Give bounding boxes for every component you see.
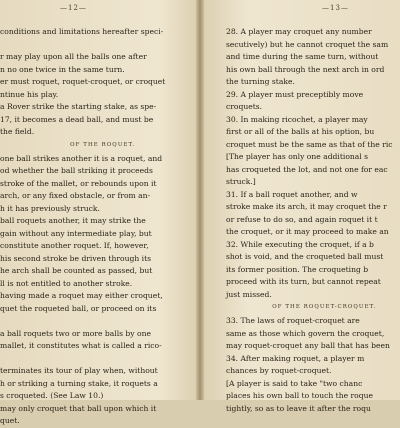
right-page xyxy=(202,0,400,413)
section-heading: OF THE ROQUET-CROQUET. xyxy=(272,304,377,310)
text-line: secutively) but he cannot croquet the sam xyxy=(226,39,389,49)
text-line: first or all of the balls at his option, bu xyxy=(226,127,375,136)
text-line: quet. xyxy=(0,416,20,425)
text-line: conditions and limitations hereafter speci- xyxy=(0,27,164,36)
text-line: croquet must be the same as that of the ric xyxy=(226,139,393,149)
text-line: its former position. The croqueting b xyxy=(226,264,369,274)
text-line: arch, or any fixed obstacle, or from an- xyxy=(0,191,151,200)
text-line: ball roquets another, it may strike the xyxy=(0,216,146,225)
text-line: a ball roquets two or more balls by one xyxy=(0,328,151,338)
text-line: shot is void, and the croqueted ball must xyxy=(226,252,384,261)
text-line: a Rover strike the starting stake, as spe- xyxy=(0,102,157,111)
text-line: ntinue his play. xyxy=(0,89,59,99)
text-line: h or striking a turning stake, it roquets a xyxy=(0,378,158,388)
text-line: the croquet, or it may proceed to make an xyxy=(226,227,389,236)
text-line: and time during the same turn, without xyxy=(226,52,379,61)
text-line: may only croquet that ball upon which it xyxy=(0,403,157,413)
text-line: 29. A player must preceptibly move xyxy=(226,89,364,99)
text-line: places his own ball to touch the roque xyxy=(226,391,373,400)
text-line: 31. If a ball roquet another, and w xyxy=(226,189,358,199)
text-line: 34. After making roquet, a player m xyxy=(226,353,365,363)
text-line: h it has previously struck. xyxy=(0,203,100,213)
text-line xyxy=(0,39,165,52)
text-line: the field. xyxy=(0,127,35,136)
text-line: just missed. xyxy=(226,289,272,299)
text-line: proceed with its turn, but cannot repeat xyxy=(226,277,381,286)
page-text xyxy=(0,26,165,428)
text-line: s croqueted. (See Law 10.) xyxy=(0,391,104,400)
text-line: constitute another roquet. If, however, xyxy=(0,241,149,250)
text-line: same as those which govern the croquet, xyxy=(226,328,385,338)
text-line: 30. In making ricochet, a player may xyxy=(226,114,368,124)
text-line: mallet, it constitutes what is called a rico- xyxy=(0,341,162,350)
text-line: 17, it becomes a dead ball, and must be xyxy=(0,114,154,124)
text-line: r may play upon all the balls one after xyxy=(0,52,147,61)
text-line: terminates its tour of play when, without xyxy=(0,366,158,375)
text-line: has croqueted the lot, and not one for eac xyxy=(226,164,388,174)
text-line: n no one twice in the same turn. xyxy=(0,64,125,74)
text-line: stroke of the mallet, or rebounds upon it xyxy=(0,178,157,188)
text-line: the turning stake. xyxy=(226,77,295,86)
text-line: his own ball through the next arch in ord xyxy=(226,64,385,74)
text-line: tightly, so as to leave it after the roqu xyxy=(226,403,371,413)
text-line: [The player has only one additional s xyxy=(226,152,369,161)
text-line: croquets. xyxy=(226,102,263,111)
page-number: —12— xyxy=(60,4,87,12)
text-line xyxy=(0,315,165,328)
text-line: 33. The laws of roquet-croquet are xyxy=(226,316,360,325)
text-line: one ball strikes another it is a roquet, and xyxy=(0,153,163,163)
text-line: 28. A player may croquet any number xyxy=(226,27,372,36)
text-line: 32. While executing the croquet, if a b xyxy=(226,239,374,249)
text-line xyxy=(0,353,165,366)
page-number: —13— xyxy=(322,4,349,12)
text-line: or refuse to do so, and again roquet it t xyxy=(226,214,378,224)
left-page xyxy=(0,0,198,425)
text-line: stroke make its arch, it may croquet the r xyxy=(226,202,387,211)
text-line: gain without any intermediate play, but xyxy=(0,228,152,238)
text-line: er must roquet, roquet-croquet, or croquet xyxy=(0,77,166,86)
text-line: he arch shall be counted as passed, but xyxy=(0,266,153,275)
text-line: struck.] xyxy=(226,177,256,186)
text-line: ll is not entitled to another stroke. xyxy=(0,278,133,288)
text-line: [A player is said to take "two chanc xyxy=(226,378,363,388)
text-line: chances by roquet-croquet. xyxy=(226,366,332,375)
text-line: may roquet-croquet any ball that has been xyxy=(226,341,390,350)
text-line: having made a roquet may either croquet, xyxy=(0,291,163,300)
text-line: quet the roqueted ball, or proceed on its xyxy=(0,303,157,313)
text-line: od whether the ball striking it proceeds xyxy=(0,166,153,175)
page-text xyxy=(226,26,393,415)
section-heading: OF THE ROQUET. xyxy=(70,141,136,148)
text-line: his second stroke be driven through its xyxy=(0,253,152,263)
